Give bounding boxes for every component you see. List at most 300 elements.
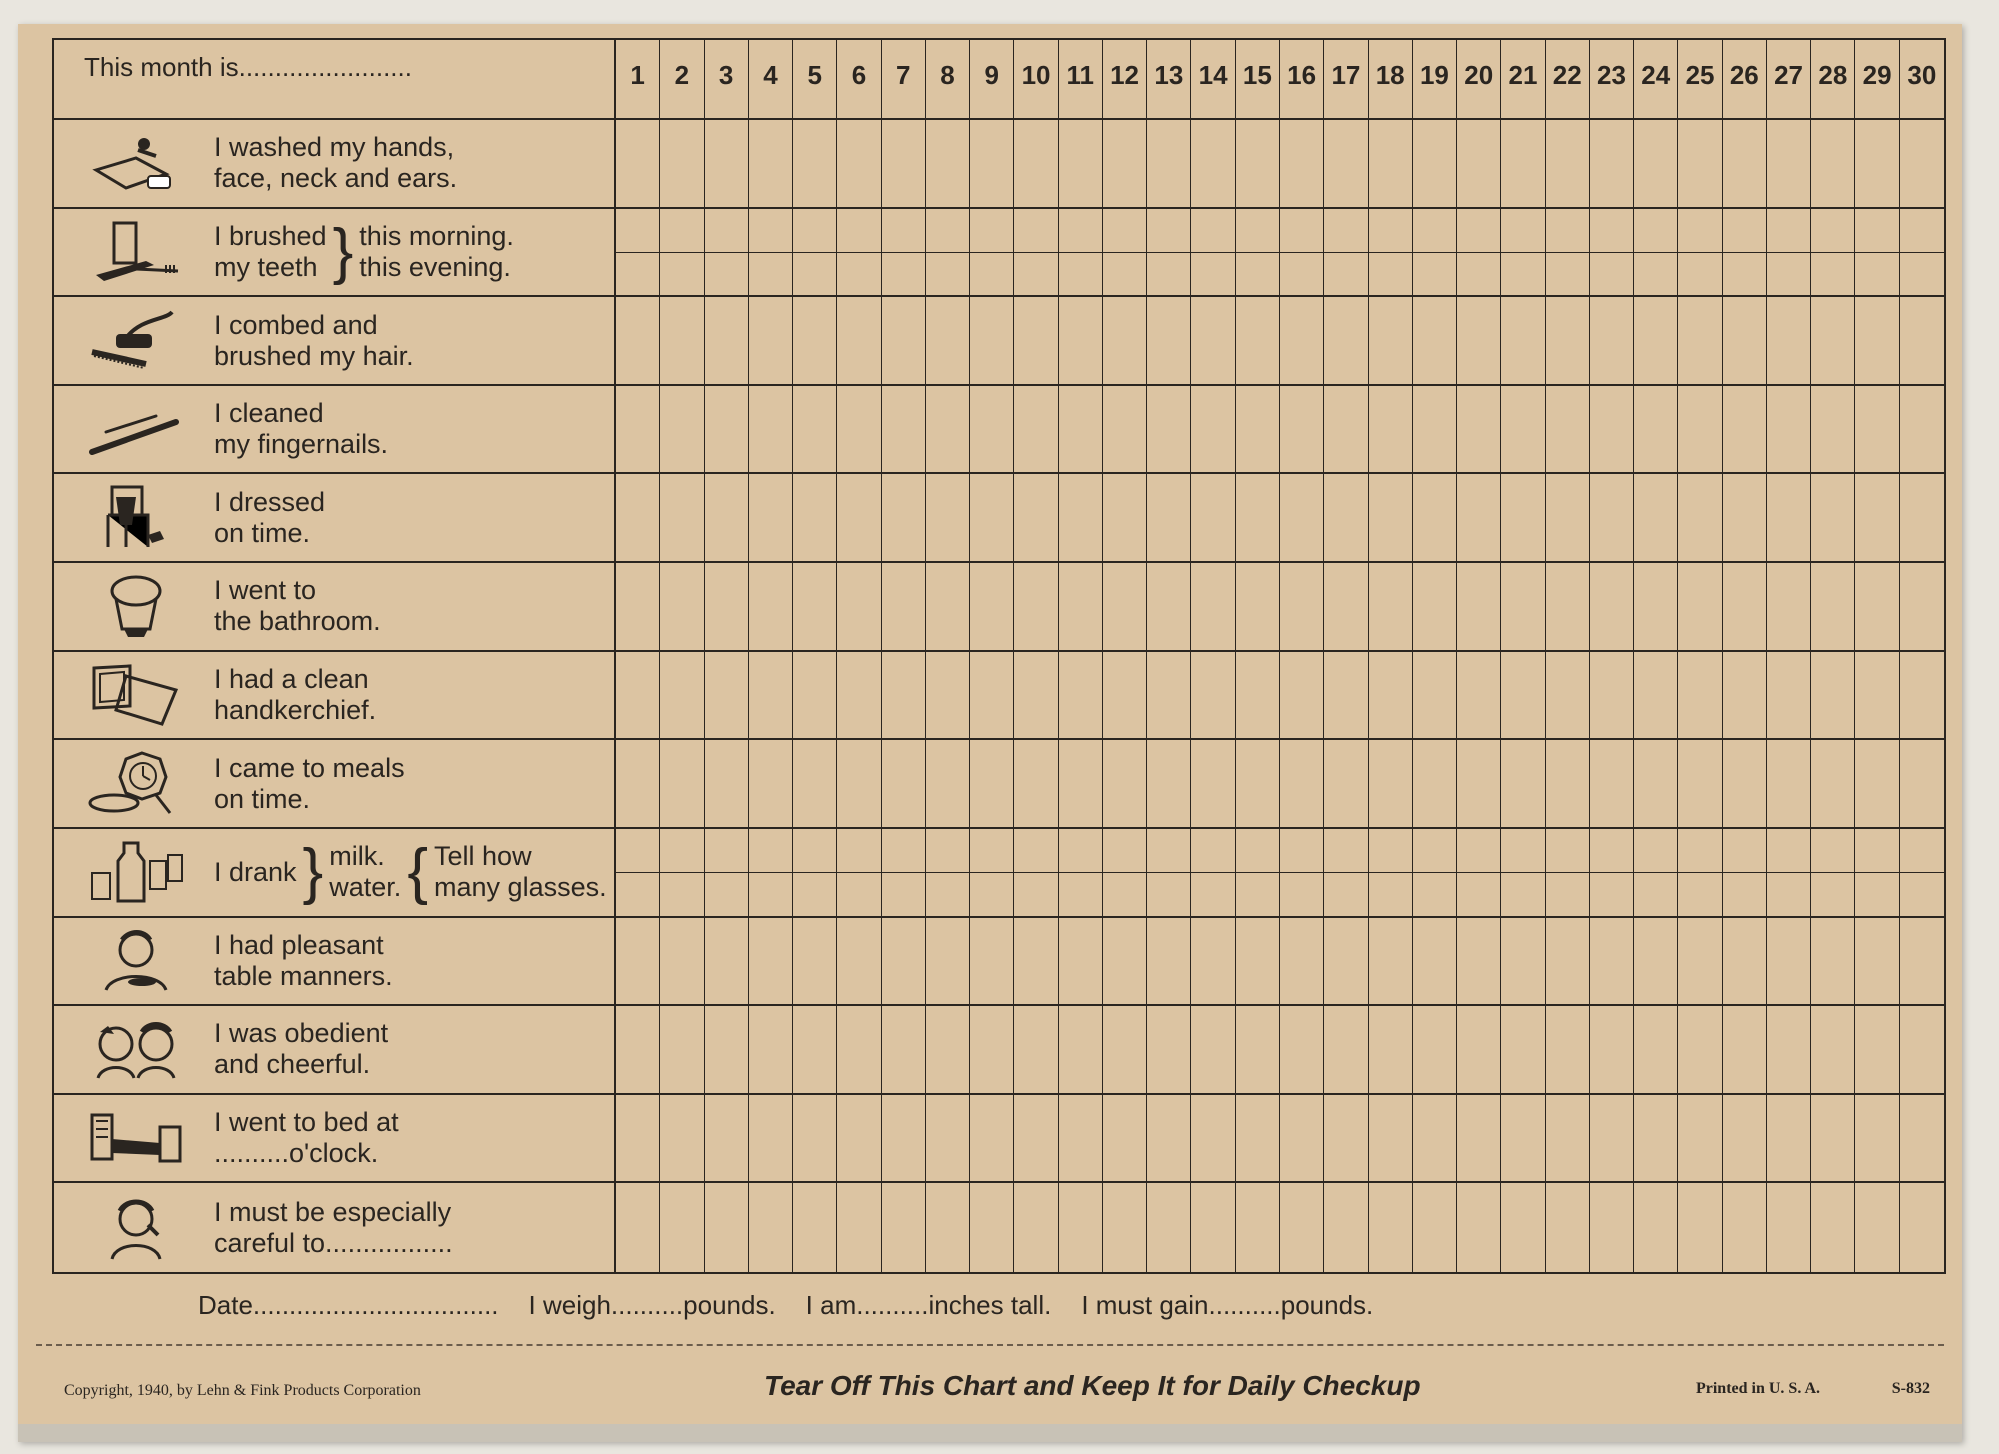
- check-cell[interactable]: [1413, 474, 1457, 563]
- check-cell[interactable]: [1723, 563, 1767, 652]
- check-cell[interactable]: [837, 120, 881, 209]
- check-cell[interactable]: [1147, 1183, 1191, 1272]
- check-cell[interactable]: [616, 918, 660, 1007]
- check-cell[interactable]: [1280, 740, 1324, 829]
- check-cell[interactable]: [1546, 386, 1590, 475]
- check-cell[interactable]: [1236, 1095, 1280, 1184]
- check-cell[interactable]: [1546, 829, 1590, 918]
- check-cell[interactable]: [793, 1183, 837, 1272]
- check-cell[interactable]: [970, 474, 1014, 563]
- check-cell[interactable]: [1590, 1095, 1634, 1184]
- check-cell[interactable]: [1590, 120, 1634, 209]
- check-cell[interactable]: [1767, 209, 1811, 298]
- check-cell[interactable]: [1590, 209, 1634, 298]
- check-cell[interactable]: [882, 209, 926, 298]
- check-cell[interactable]: [1014, 918, 1058, 1007]
- check-cell[interactable]: [1280, 1006, 1324, 1095]
- check-cell[interactable]: [1811, 829, 1855, 918]
- check-cell[interactable]: [705, 740, 749, 829]
- check-cell[interactable]: [1324, 918, 1368, 1007]
- check-cell[interactable]: [1369, 1095, 1413, 1184]
- check-cell[interactable]: [660, 209, 704, 298]
- check-cell[interactable]: [1900, 474, 1944, 563]
- check-cell[interactable]: [1236, 918, 1280, 1007]
- check-cell[interactable]: [749, 740, 793, 829]
- check-cell[interactable]: [1900, 297, 1944, 386]
- check-cell[interactable]: [1236, 120, 1280, 209]
- check-cell[interactable]: [1855, 297, 1899, 386]
- check-cell[interactable]: [970, 209, 1014, 298]
- check-cell[interactable]: [749, 120, 793, 209]
- check-cell[interactable]: [970, 120, 1014, 209]
- check-cell[interactable]: [1236, 1006, 1280, 1095]
- check-cell[interactable]: [1413, 652, 1457, 741]
- check-cell[interactable]: [1280, 386, 1324, 475]
- check-cell[interactable]: [616, 1006, 660, 1095]
- check-cell[interactable]: [970, 563, 1014, 652]
- check-cell[interactable]: [1324, 386, 1368, 475]
- check-cell[interactable]: [1501, 918, 1545, 1007]
- check-cell[interactable]: [837, 1095, 881, 1184]
- check-cell[interactable]: [1103, 918, 1147, 1007]
- check-cell[interactable]: [1811, 297, 1855, 386]
- check-cell[interactable]: [1191, 386, 1235, 475]
- check-cell[interactable]: [1014, 1095, 1058, 1184]
- check-cell[interactable]: [616, 1183, 660, 1272]
- check-cell[interactable]: [1191, 120, 1235, 209]
- check-cell[interactable]: [1457, 1183, 1501, 1272]
- check-cell[interactable]: [1014, 474, 1058, 563]
- check-cell[interactable]: [793, 1006, 837, 1095]
- check-cell[interactable]: [1546, 1183, 1590, 1272]
- check-cell[interactable]: [1457, 209, 1501, 298]
- check-cell[interactable]: [660, 829, 704, 918]
- check-cell[interactable]: [1590, 297, 1634, 386]
- check-cell[interactable]: [1900, 1006, 1944, 1095]
- check-cell[interactable]: [1501, 1183, 1545, 1272]
- check-cell[interactable]: [705, 1183, 749, 1272]
- check-cell[interactable]: [660, 918, 704, 1007]
- check-cell[interactable]: [1678, 740, 1722, 829]
- check-cell[interactable]: [1369, 1183, 1413, 1272]
- check-cell[interactable]: [1900, 120, 1944, 209]
- check-cell[interactable]: [1014, 652, 1058, 741]
- check-cell[interactable]: [1723, 120, 1767, 209]
- check-cell[interactable]: [705, 1095, 749, 1184]
- check-cell[interactable]: [1855, 829, 1899, 918]
- check-cell[interactable]: [970, 386, 1014, 475]
- check-cell[interactable]: [1457, 1095, 1501, 1184]
- check-cell[interactable]: [1678, 297, 1722, 386]
- check-cell[interactable]: [1767, 474, 1811, 563]
- check-cell[interactable]: [882, 563, 926, 652]
- check-cell[interactable]: [926, 563, 970, 652]
- check-cell[interactable]: [1501, 120, 1545, 209]
- check-cell[interactable]: [1147, 1095, 1191, 1184]
- check-cell[interactable]: [1457, 829, 1501, 918]
- check-cell[interactable]: [793, 740, 837, 829]
- check-cell[interactable]: [1103, 120, 1147, 209]
- check-cell[interactable]: [1369, 1006, 1413, 1095]
- check-cell[interactable]: [705, 120, 749, 209]
- check-cell[interactable]: [1059, 120, 1103, 209]
- check-cell[interactable]: [1590, 1183, 1634, 1272]
- check-cell[interactable]: [660, 474, 704, 563]
- check-cell[interactable]: [837, 386, 881, 475]
- check-cell[interactable]: [926, 1095, 970, 1184]
- check-cell[interactable]: [837, 1006, 881, 1095]
- check-cell[interactable]: [970, 1183, 1014, 1272]
- check-cell[interactable]: [1413, 740, 1457, 829]
- check-cell[interactable]: [1811, 474, 1855, 563]
- check-cell[interactable]: [1678, 474, 1722, 563]
- check-cell[interactable]: [616, 209, 660, 298]
- check-cell[interactable]: [1457, 474, 1501, 563]
- check-cell[interactable]: [660, 1006, 704, 1095]
- check-cell[interactable]: [1501, 297, 1545, 386]
- check-cell[interactable]: [1324, 652, 1368, 741]
- check-cell[interactable]: [1678, 209, 1722, 298]
- check-cell[interactable]: [1634, 740, 1678, 829]
- check-cell[interactable]: [1369, 563, 1413, 652]
- check-cell[interactable]: [1900, 563, 1944, 652]
- check-cell[interactable]: [1413, 386, 1457, 475]
- check-cell[interactable]: [1723, 1006, 1767, 1095]
- check-cell[interactable]: [926, 297, 970, 386]
- check-cell[interactable]: [749, 1095, 793, 1184]
- check-cell[interactable]: [1369, 652, 1413, 741]
- check-cell[interactable]: [1767, 563, 1811, 652]
- check-cell[interactable]: [1369, 209, 1413, 298]
- check-cell[interactable]: [1590, 829, 1634, 918]
- check-cell[interactable]: [1457, 120, 1501, 209]
- check-cell[interactable]: [1324, 209, 1368, 298]
- check-cell[interactable]: [1280, 120, 1324, 209]
- check-cell[interactable]: [660, 652, 704, 741]
- check-cell[interactable]: [1457, 386, 1501, 475]
- check-cell[interactable]: [1103, 563, 1147, 652]
- check-cell[interactable]: [1811, 1006, 1855, 1095]
- check-cell[interactable]: [1324, 563, 1368, 652]
- check-cell[interactable]: [749, 474, 793, 563]
- check-cell[interactable]: [1634, 652, 1678, 741]
- check-cell[interactable]: [1236, 386, 1280, 475]
- check-cell[interactable]: [616, 474, 660, 563]
- check-cell[interactable]: [1811, 918, 1855, 1007]
- check-cell[interactable]: [1678, 1095, 1722, 1184]
- check-cell[interactable]: [1634, 918, 1678, 1007]
- check-cell[interactable]: [1501, 652, 1545, 741]
- check-cell[interactable]: [1014, 1006, 1058, 1095]
- check-cell[interactable]: [1280, 563, 1324, 652]
- check-cell[interactable]: [1546, 740, 1590, 829]
- check-cell[interactable]: [1900, 1095, 1944, 1184]
- check-cell[interactable]: [1501, 474, 1545, 563]
- check-cell[interactable]: [882, 652, 926, 741]
- check-cell[interactable]: [1900, 740, 1944, 829]
- check-cell[interactable]: [837, 474, 881, 563]
- check-cell[interactable]: [1103, 1006, 1147, 1095]
- check-cell[interactable]: [1811, 1095, 1855, 1184]
- check-cell[interactable]: [1280, 1183, 1324, 1272]
- check-cell[interactable]: [1014, 1183, 1058, 1272]
- check-cell[interactable]: [616, 1095, 660, 1184]
- check-cell[interactable]: [1634, 1006, 1678, 1095]
- check-cell[interactable]: [1191, 209, 1235, 298]
- check-cell[interactable]: [926, 120, 970, 209]
- check-cell[interactable]: [660, 740, 704, 829]
- check-cell[interactable]: [660, 1183, 704, 1272]
- check-cell[interactable]: [882, 918, 926, 1007]
- check-cell[interactable]: [749, 918, 793, 1007]
- check-cell[interactable]: [1103, 297, 1147, 386]
- check-cell[interactable]: [1634, 297, 1678, 386]
- check-cell[interactable]: [1280, 652, 1324, 741]
- check-cell[interactable]: [1501, 209, 1545, 298]
- check-cell[interactable]: [1855, 1006, 1899, 1095]
- check-cell[interactable]: [1678, 120, 1722, 209]
- check-cell[interactable]: [1501, 1095, 1545, 1184]
- check-cell[interactable]: [1147, 120, 1191, 209]
- check-cell[interactable]: [1147, 1006, 1191, 1095]
- check-cell[interactable]: [926, 918, 970, 1007]
- check-cell[interactable]: [1855, 120, 1899, 209]
- check-cell[interactable]: [1767, 297, 1811, 386]
- check-cell[interactable]: [1191, 652, 1235, 741]
- check-cell[interactable]: [1059, 1095, 1103, 1184]
- check-cell[interactable]: [1280, 474, 1324, 563]
- check-cell[interactable]: [1900, 386, 1944, 475]
- check-cell[interactable]: [882, 297, 926, 386]
- check-cell[interactable]: [1147, 740, 1191, 829]
- check-cell[interactable]: [705, 209, 749, 298]
- check-cell[interactable]: [970, 829, 1014, 918]
- check-cell[interactable]: [1059, 474, 1103, 563]
- check-cell[interactable]: [793, 209, 837, 298]
- check-cell[interactable]: [705, 297, 749, 386]
- check-cell[interactable]: [705, 563, 749, 652]
- check-cell[interactable]: [1103, 1183, 1147, 1272]
- check-cell[interactable]: [1546, 209, 1590, 298]
- check-cell[interactable]: [1324, 829, 1368, 918]
- check-cell[interactable]: [1147, 918, 1191, 1007]
- check-cell[interactable]: [1147, 209, 1191, 298]
- check-cell[interactable]: [1369, 386, 1413, 475]
- check-cell[interactable]: [1811, 740, 1855, 829]
- check-cell[interactable]: [1900, 829, 1944, 918]
- check-cell[interactable]: [1191, 740, 1235, 829]
- check-cell[interactable]: [1634, 829, 1678, 918]
- check-cell[interactable]: [1590, 918, 1634, 1007]
- check-cell[interactable]: [616, 386, 660, 475]
- check-cell[interactable]: [882, 829, 926, 918]
- check-cell[interactable]: [1811, 563, 1855, 652]
- check-cell[interactable]: [1501, 563, 1545, 652]
- check-cell[interactable]: [1767, 120, 1811, 209]
- check-cell[interactable]: [1767, 386, 1811, 475]
- check-cell[interactable]: [616, 829, 660, 918]
- check-cell[interactable]: [837, 297, 881, 386]
- check-cell[interactable]: [1413, 918, 1457, 1007]
- check-cell[interactable]: [1501, 740, 1545, 829]
- check-cell[interactable]: [1767, 918, 1811, 1007]
- check-cell[interactable]: [837, 740, 881, 829]
- check-cell[interactable]: [749, 297, 793, 386]
- check-cell[interactable]: [1191, 918, 1235, 1007]
- check-cell[interactable]: [1634, 474, 1678, 563]
- check-cell[interactable]: [1191, 474, 1235, 563]
- check-cell[interactable]: [1678, 1006, 1722, 1095]
- check-cell[interactable]: [1767, 829, 1811, 918]
- check-cell[interactable]: [1723, 474, 1767, 563]
- check-cell[interactable]: [926, 740, 970, 829]
- check-cell[interactable]: [970, 297, 1014, 386]
- check-cell[interactable]: [1147, 652, 1191, 741]
- check-cell[interactable]: [837, 829, 881, 918]
- check-cell[interactable]: [1103, 209, 1147, 298]
- check-cell[interactable]: [660, 120, 704, 209]
- check-cell[interactable]: [882, 740, 926, 829]
- check-cell[interactable]: [1900, 1183, 1944, 1272]
- check-cell[interactable]: [1413, 120, 1457, 209]
- check-cell[interactable]: [1546, 1006, 1590, 1095]
- check-cell[interactable]: [1678, 1183, 1722, 1272]
- check-cell[interactable]: [1723, 918, 1767, 1007]
- check-cell[interactable]: [1059, 652, 1103, 741]
- check-cell[interactable]: [705, 918, 749, 1007]
- check-cell[interactable]: [882, 386, 926, 475]
- check-cell[interactable]: [1855, 918, 1899, 1007]
- check-cell[interactable]: [1811, 209, 1855, 298]
- check-cell[interactable]: [1855, 1183, 1899, 1272]
- check-cell[interactable]: [926, 652, 970, 741]
- check-cell[interactable]: [926, 829, 970, 918]
- check-cell[interactable]: [1457, 652, 1501, 741]
- check-cell[interactable]: [970, 1006, 1014, 1095]
- check-cell[interactable]: [1855, 563, 1899, 652]
- check-cell[interactable]: [1413, 1183, 1457, 1272]
- check-cell[interactable]: [1855, 652, 1899, 741]
- check-cell[interactable]: [837, 209, 881, 298]
- check-cell[interactable]: [1900, 918, 1944, 1007]
- check-cell[interactable]: [1324, 297, 1368, 386]
- check-cell[interactable]: [1855, 209, 1899, 298]
- check-cell[interactable]: [1723, 740, 1767, 829]
- check-cell[interactable]: [1280, 1095, 1324, 1184]
- check-cell[interactable]: [660, 563, 704, 652]
- check-cell[interactable]: [1103, 474, 1147, 563]
- check-cell[interactable]: [882, 1095, 926, 1184]
- check-cell[interactable]: [1191, 1095, 1235, 1184]
- check-cell[interactable]: [749, 829, 793, 918]
- check-cell[interactable]: [1546, 652, 1590, 741]
- check-cell[interactable]: [1634, 1095, 1678, 1184]
- check-cell[interactable]: [926, 209, 970, 298]
- check-cell[interactable]: [1900, 209, 1944, 298]
- check-cell[interactable]: [970, 652, 1014, 741]
- check-cell[interactable]: [1855, 386, 1899, 475]
- check-cell[interactable]: [1324, 740, 1368, 829]
- check-cell[interactable]: [793, 652, 837, 741]
- check-cell[interactable]: [1457, 297, 1501, 386]
- check-cell[interactable]: [1191, 297, 1235, 386]
- check-cell[interactable]: [1324, 1006, 1368, 1095]
- check-cell[interactable]: [1103, 386, 1147, 475]
- check-cell[interactable]: [616, 652, 660, 741]
- check-cell[interactable]: [1103, 829, 1147, 918]
- check-cell[interactable]: [1723, 297, 1767, 386]
- check-cell[interactable]: [1811, 652, 1855, 741]
- check-cell[interactable]: [1369, 740, 1413, 829]
- check-cell[interactable]: [1634, 120, 1678, 209]
- check-cell[interactable]: [1855, 474, 1899, 563]
- check-cell[interactable]: [1280, 829, 1324, 918]
- check-cell[interactable]: [749, 209, 793, 298]
- check-cell[interactable]: [1413, 563, 1457, 652]
- check-cell[interactable]: [1811, 120, 1855, 209]
- check-cell[interactable]: [1059, 740, 1103, 829]
- check-cell[interactable]: [1059, 829, 1103, 918]
- check-cell[interactable]: [1590, 652, 1634, 741]
- check-cell[interactable]: [1723, 386, 1767, 475]
- check-cell[interactable]: [749, 1006, 793, 1095]
- check-cell[interactable]: [616, 120, 660, 209]
- check-cell[interactable]: [1678, 563, 1722, 652]
- check-cell[interactable]: [1678, 652, 1722, 741]
- check-cell[interactable]: [837, 918, 881, 1007]
- check-cell[interactable]: [1811, 1183, 1855, 1272]
- check-cell[interactable]: [1191, 829, 1235, 918]
- check-cell[interactable]: [793, 563, 837, 652]
- check-cell[interactable]: [1369, 918, 1413, 1007]
- check-cell[interactable]: [1590, 1006, 1634, 1095]
- check-cell[interactable]: [1236, 740, 1280, 829]
- check-cell[interactable]: [1059, 386, 1103, 475]
- check-cell[interactable]: [882, 1006, 926, 1095]
- check-cell[interactable]: [749, 386, 793, 475]
- check-cell[interactable]: [1324, 1095, 1368, 1184]
- check-cell[interactable]: [1147, 829, 1191, 918]
- check-cell[interactable]: [1546, 563, 1590, 652]
- check-cell[interactable]: [1678, 386, 1722, 475]
- check-cell[interactable]: [1590, 740, 1634, 829]
- check-cell[interactable]: [926, 1006, 970, 1095]
- check-cell[interactable]: [1059, 1006, 1103, 1095]
- check-cell[interactable]: [1855, 740, 1899, 829]
- check-cell[interactable]: [793, 386, 837, 475]
- check-cell[interactable]: [705, 474, 749, 563]
- check-cell[interactable]: [1413, 1006, 1457, 1095]
- check-cell[interactable]: [1900, 652, 1944, 741]
- check-cell[interactable]: [705, 1006, 749, 1095]
- check-cell[interactable]: [1413, 829, 1457, 918]
- check-cell[interactable]: [1501, 829, 1545, 918]
- check-cell[interactable]: [1236, 474, 1280, 563]
- check-cell[interactable]: [1723, 652, 1767, 741]
- check-cell[interactable]: [1014, 209, 1058, 298]
- check-cell[interactable]: [1413, 297, 1457, 386]
- check-cell[interactable]: [793, 297, 837, 386]
- check-cell[interactable]: [1501, 386, 1545, 475]
- check-cell[interactable]: [1369, 297, 1413, 386]
- check-cell[interactable]: [970, 918, 1014, 1007]
- check-cell[interactable]: [1767, 1006, 1811, 1095]
- check-cell[interactable]: [1413, 209, 1457, 298]
- check-cell[interactable]: [1014, 297, 1058, 386]
- check-cell[interactable]: [1014, 829, 1058, 918]
- check-cell[interactable]: [1236, 563, 1280, 652]
- check-cell[interactable]: [1059, 209, 1103, 298]
